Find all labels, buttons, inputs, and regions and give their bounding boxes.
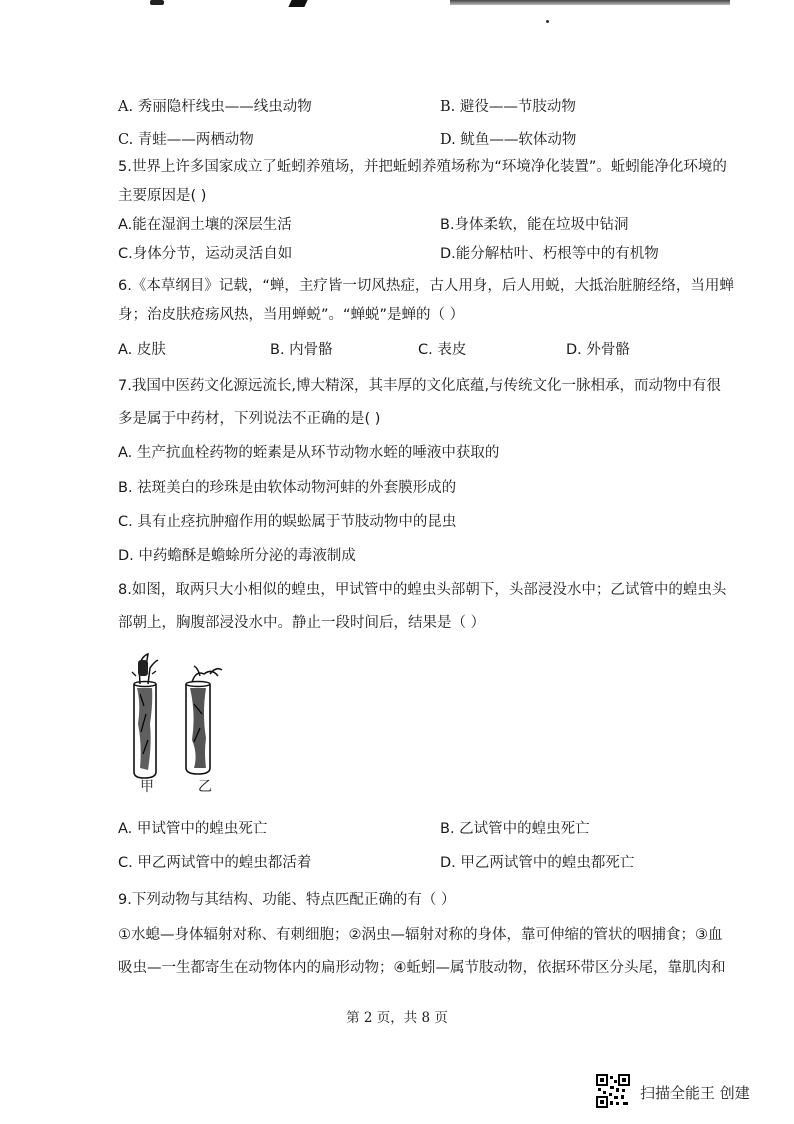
q4-option-c: C. 青蛙——两栖动物 (118, 132, 254, 148)
q5-option-b: B.身体柔软，能在垃圾中钻洞 (440, 217, 629, 233)
q8-option-b: B. 乙试管中的蝗虫死亡 (440, 821, 590, 837)
q7-option-a: A. 生产抗血栓药物的蛭素是从环节动物水蛭的唾液中获取的 (118, 445, 500, 461)
scan-smudge (450, 0, 730, 5)
scan-edge-artifacts (0, 0, 794, 14)
q7-option-d: D. 中药蟾酥是蟾蜍所分泌的毒液制成 (118, 548, 356, 564)
q7-option-c: C. 具有止痉抗肿瘤作用的蜈蚣属于节肢动物中的昆虫 (118, 514, 457, 530)
q5-option-a: A.能在湿润土壤的深层生活 (118, 217, 292, 233)
q4-option-a: A. 秀丽隐杆线虫——线虫动物 (118, 99, 312, 115)
q8-option-a: A. 甲试管中的蝗虫死亡 (118, 821, 268, 837)
q9-stem-line2: ①水螅—身体辐射对称、有刺细胞；②涡虫—辐射对称的身体，靠可伸缩的管状的咽捕食；③血 (118, 927, 723, 943)
q6-option-d: D. 外骨骼 (566, 342, 630, 358)
tube-jia-icon (132, 654, 158, 778)
qr-code-icon (596, 1074, 630, 1108)
q5-stem-line1: 5.世界上许多国家成立了蚯蚓养殖场，并把蚯蚓养殖场称为“环境净化装置”。蚯蚓能净化环境的 (118, 159, 727, 175)
q4-option-d: D. 鱿鱼——软体动物 (440, 132, 577, 148)
scanner-watermark-text: 扫描全能王 创建 (640, 1084, 750, 1102)
q7-stem-line1: 7.我国中医药文化源远流长,博大精深，其丰厚的文化底蕴,与传统文化一脉相承，而动物中有很 (118, 378, 722, 394)
q6-option-a: A. 皮肤 (118, 342, 166, 358)
q6-option-b: B. 内骨骼 (270, 342, 333, 358)
q8-option-c: C. 甲乙两试管中的蝗虫都活着 (118, 855, 312, 871)
scan-smudge (150, 0, 164, 5)
q7-stem-line2: 多是属于中药材，下列说法不正确的是( ) (118, 411, 381, 427)
q9-stem-line3: 吸虫—一生都寄生在动物体内的扁形动物；④蚯蚓—属节肢动物，依据环带区分头尾，靠肌肉和 (118, 960, 726, 976)
tube-label-jia: 甲 (140, 779, 154, 795)
q6-stem-line2: 身；治皮肤疮疡风热，当用蝉蜕”。“蝉蜕”是蝉的（ ） (118, 307, 465, 323)
q6-stem-line1: 6.《本草纲目》记载，“蝉，主疗皆一切风热症，古人用身，后人用蜕，大抵治脏腑经络，当用蝉 (118, 278, 734, 294)
q8-option-d: D. 甲乙两试管中的蝗虫都死亡 (440, 855, 635, 871)
scan-dot (546, 20, 549, 23)
tube-yi-icon (186, 666, 222, 774)
q5-option-d: D.能分解枯叶、朽根等中的有机物 (440, 246, 659, 262)
scan-smudge (288, 0, 307, 7)
q7-option-b: B. 祛斑美白的珍珠是由软体动物河蚌的外套膜形成的 (118, 480, 457, 496)
q9-stem-line1: 9.下列动物与其结构、功能、特点匹配正确的有（ ） (118, 892, 456, 908)
test-tubes-drawing (126, 644, 236, 794)
q4-option-b: B. 避役——节肢动物 (440, 99, 576, 115)
tube-label-yi: 乙 (198, 779, 212, 795)
q8-stem-line1: 8.如图，取两只大小相似的蝗虫，甲试管中的蝗虫头部朝下，头部浸没水中；乙试管中的蝗虫头 (118, 582, 727, 598)
test-tube-figure (126, 644, 236, 794)
q5-option-c: C.身体分节，运动灵活自如 (118, 246, 293, 262)
q8-stem-line2: 部朝上，胸腹部浸没水中。静止一段时间后，结果是（ ） (118, 615, 486, 631)
page-number-footer: 第 2 页，共 8 页 (346, 1010, 448, 1026)
q5-stem-line2: 主要原因是( ) (118, 188, 207, 204)
q6-option-c: C. 表皮 (418, 342, 467, 358)
